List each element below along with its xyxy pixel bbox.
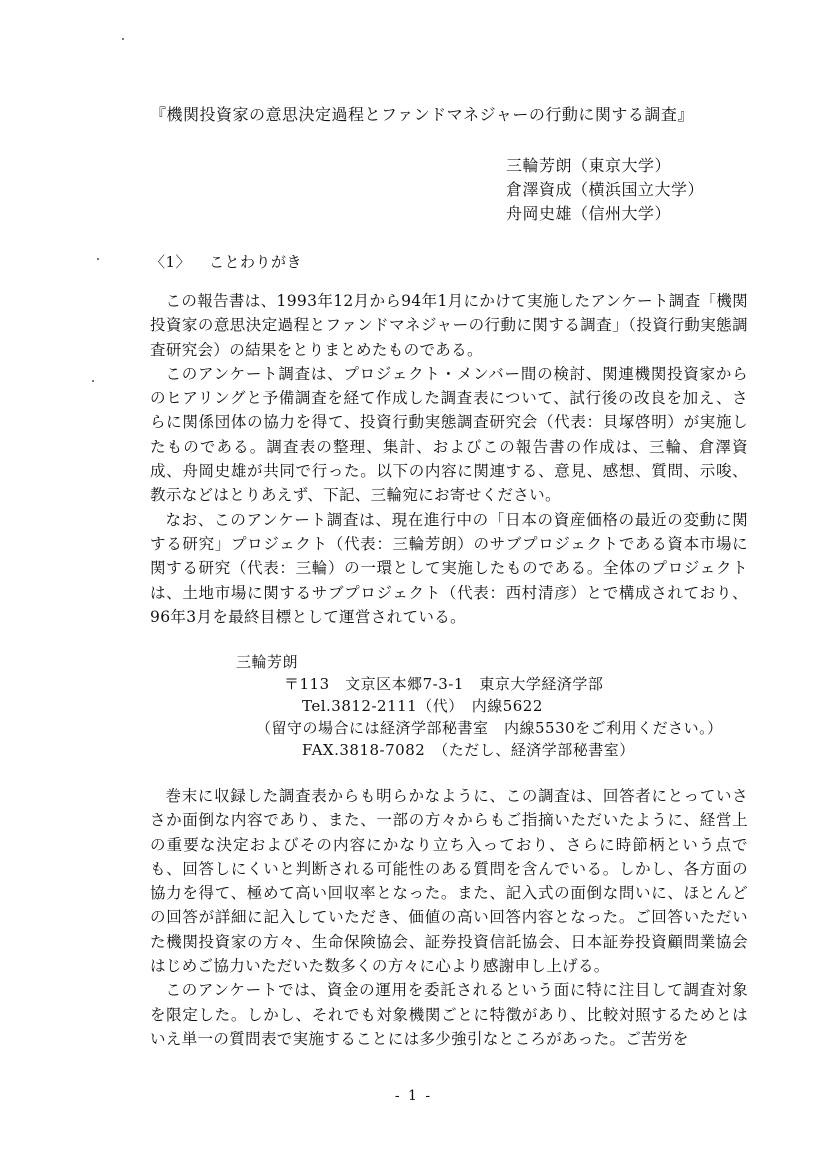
page-number: - 1 - <box>394 1088 433 1104</box>
contact-address: 〒113 文京区本郷7-3-1 東京大学経済学部 <box>284 675 604 693</box>
contact-block <box>232 651 723 761</box>
scan-speck <box>97 258 99 260</box>
section-heading <box>150 251 302 272</box>
paragraph: この報告書は、1993年12月から94年1月にかけて実施したアンケート調査「機関投資家の意思決定過程とファンドマネジャーの行動に関する調査」（投資行動実態調査研究会）の結果をとりまとめたものである。 <box>150 292 748 359</box>
paragraph: このアンケート調査は、プロジェクト・メンバー間の検討、関連機関投資家からのヒアリングと予備調査を経て作成した調査表について、試行後の改良を加え、さらに関係団体の協力を得て、投資行動実態調査研究会（代表：貝塚啓明）が実施したものである。調査表の整理、集計、およびこの報告書の作成は、三輪、倉澤資成、舟岡史雄が共同で行った。以下の内容に関連する、意見、感想、質問、示唆、教示などはとりあえず、下記、三輪宛にお寄せください。 <box>150 364 748 505</box>
document-title: 『機関投資家の意思決定過程とファンドマネジャーの行動に関する調査』 <box>150 105 694 124</box>
author-list <box>506 154 704 226</box>
contact-tel: Tel.3812-2111（代） 内線5622 <box>302 697 543 715</box>
author: 三輪芳朗（東京大学） <box>506 156 672 175</box>
intro-body <box>150 289 748 629</box>
scan-speck <box>92 380 94 382</box>
contact-fax: FAX.3818-7082 （ただし、経済学部秘書室） <box>302 741 635 759</box>
scan-speck <box>122 38 124 40</box>
contact-name: 三輪芳朗 <box>236 653 299 671</box>
contact-note: （留守の場合には経済学部秘書室 内線5530をご利用ください。） <box>256 719 723 737</box>
paragraph: 巻末に収録した調査表からも明らかなように、この調査は、回答者にとっていささか面倒な内容であり、また、一部の方々からもご指摘いただいたように、経営上の重要な決定およびその内容にかなり立ち入っており、さらに時節柄という点でも、回答しにくいと判断される可能性のある質問を含んでいる。しかし、各方面の協力を得て、極めて高い回収率となった。また、記入式の面倒な問いに、ほとんどの回答が詳細に記入していただき、価値の高い回答内容となった。ご回答いただいた機関投資家の方々、生命保険協会、証券投資信託協会、日本証券投資顧問業協会はじめご協力いただいた数多くの方々に心より感謝申し上げる。 <box>150 787 748 976</box>
author: 舟岡史雄（信州大学） <box>506 204 672 223</box>
paragraph: このアンケートでは、資金の運用を委託されるという面に特に注目して調査対象を限定した。しかし、それでも対象機関ごとに特徴があり、比較対照するためとはいえ単一の質問表で実施することには多少強引なところがあった。ご苦労を <box>150 981 748 1048</box>
section-title: ことわりがき <box>209 253 303 271</box>
paragraph: なお、このアンケート調査は、現在進行中の「日本の資産価格の最近の変動に関する研究」プロジェクト（代表：三輪芳朗）のサブプロジェクトである資本市場に関する研究（代表：三輪）の一環として実施したものである。全体のプロジェクトは、土地市場に関するサブプロジェクト（代表：西村清彦）とで構成されており、96年3月を最終目標として運営されている。 <box>150 510 748 626</box>
closing-body <box>150 784 748 1051</box>
author: 倉澤資成（横浜国立大学） <box>506 180 705 199</box>
section-number: 〈1〉 <box>150 253 192 271</box>
